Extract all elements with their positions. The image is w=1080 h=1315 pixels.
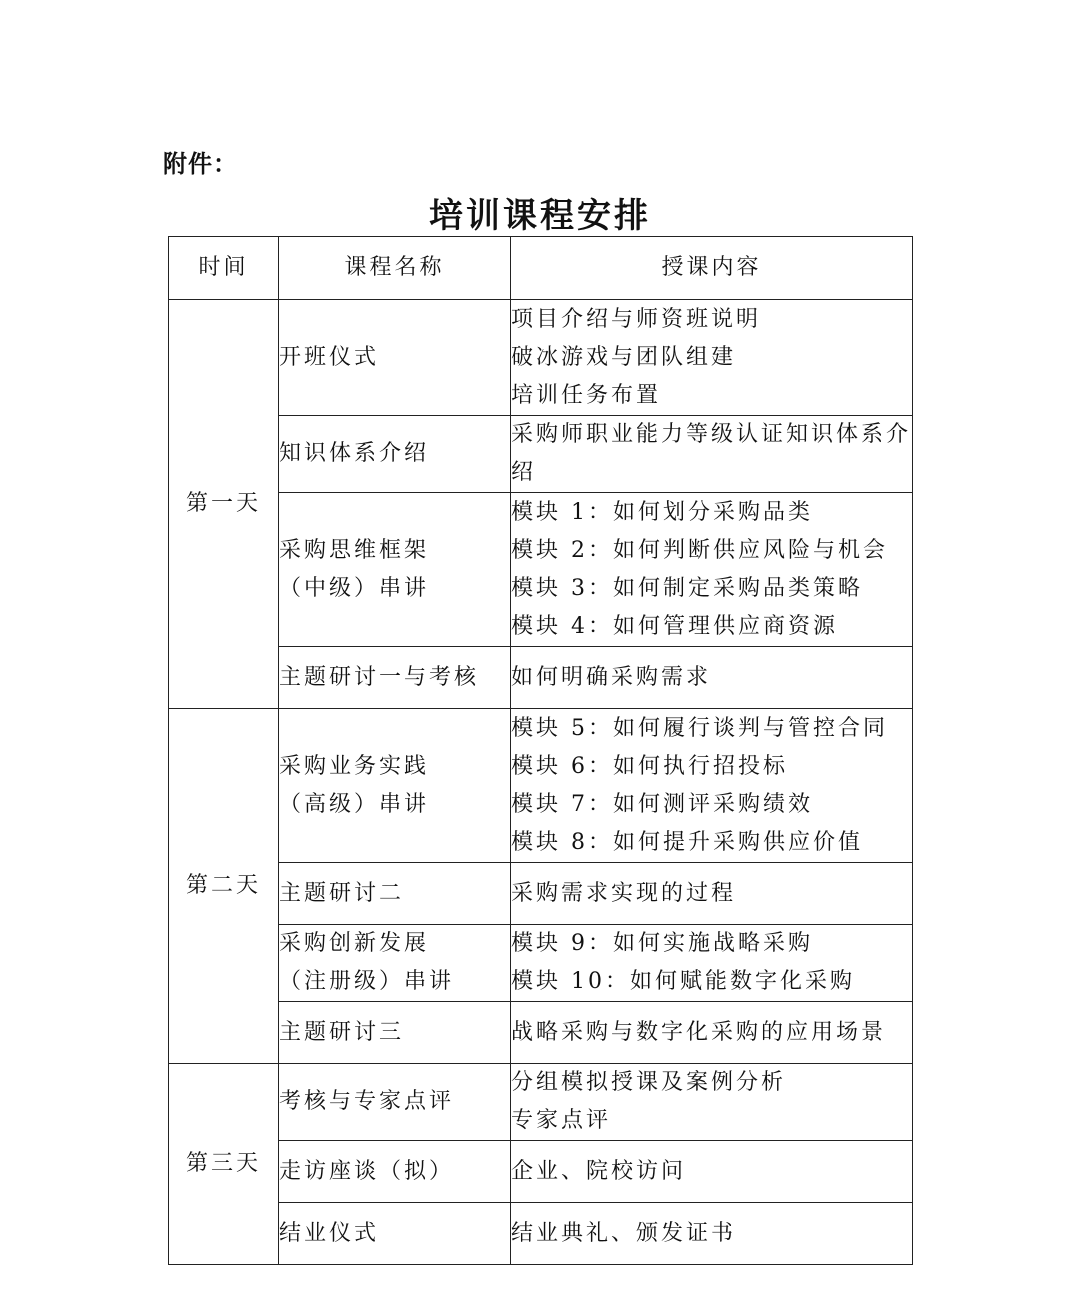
table-row (169, 709, 913, 863)
content-line: 模块 8：如何提升采购供应价值 (511, 829, 863, 855)
table-row (169, 647, 913, 709)
content-line: 分组模拟授课及案例分析 (511, 1070, 787, 1095)
course-name-line: 结业仪式 (279, 1220, 380, 1246)
table-row (169, 416, 913, 493)
content-line: 模块 3：如何制定采购品类策略 (511, 575, 863, 601)
header-content: 授课内容 (511, 237, 913, 300)
content-line: 破冰游戏与团队组建 (511, 344, 737, 370)
course-name-cell (279, 1002, 511, 1064)
content-line: 战略采购与数字化采购的应用场景 (511, 1019, 887, 1045)
content-line: 如何明确采购需求 (511, 664, 712, 690)
document-title: 培训课程安排 (429, 196, 651, 236)
content-line: 模块 5：如何履行谈判与管控合同 (511, 715, 888, 741)
course-content-cell (511, 1203, 913, 1265)
content-line: 模块 9：如何实施战略采购 (511, 931, 813, 956)
course-name-cell (279, 1141, 511, 1203)
course-name-cell (279, 300, 511, 416)
course-content-cell (511, 925, 913, 1002)
course-name-cell (279, 416, 511, 493)
schedule-table (168, 236, 913, 1265)
content-line: 培训任务布置 (511, 382, 662, 408)
course-content-cell (511, 300, 913, 416)
course-name-line: 采购思维框架 (279, 537, 430, 563)
course-name-line: （高级）串讲 (279, 791, 430, 817)
course-name-cell (279, 925, 511, 1002)
course-content-cell (511, 1002, 913, 1064)
course-content-cell (511, 1141, 913, 1203)
course-name-cell (279, 863, 511, 925)
table-row (169, 1203, 913, 1265)
content-line: 模块 10：如何赋能数字化采购 (511, 969, 855, 994)
content-line: 采购需求实现的过程 (511, 880, 737, 906)
header-time: 时间 (169, 237, 279, 300)
table-row (169, 493, 913, 647)
course-name-line: 采购业务实践 (279, 753, 430, 779)
course-content-cell (511, 647, 913, 709)
course-name-line: 采购创新发展 (279, 931, 430, 956)
course-name-line: （中级）串讲 (279, 575, 430, 601)
course-name-line: 开班仪式 (279, 344, 380, 370)
course-name-line: 知识体系介绍 (279, 441, 430, 466)
course-name-line: 主题研讨一与考核 (279, 664, 480, 690)
table-row (169, 1141, 913, 1203)
table-row (169, 863, 913, 925)
content-line: 模块 4：如何管理供应商资源 (511, 613, 838, 639)
attachment-label: 附件： (163, 150, 238, 178)
course-name-cell (279, 1064, 511, 1141)
course-name-line: 考核与专家点评 (279, 1089, 455, 1114)
course-content-cell (511, 1064, 913, 1141)
course-name-cell (279, 647, 511, 709)
course-name-line: 主题研讨二 (279, 880, 405, 906)
content-line: 模块 1：如何划分采购品类 (511, 499, 813, 525)
table-header-row (169, 237, 913, 300)
day-cell: 第三天 (169, 1064, 279, 1265)
content-line: 项目介绍与师资班说明 (511, 306, 762, 332)
course-name-cell (279, 1203, 511, 1265)
day-cell: 第一天 (169, 300, 279, 709)
course-content-cell (511, 863, 913, 925)
content-line: 专家点评 (511, 1108, 612, 1133)
course-content-cell (511, 709, 913, 863)
table-row (169, 1064, 913, 1141)
course-name-line: （注册级）串讲 (279, 969, 455, 994)
course-name-line: 走访座谈（拟） (279, 1158, 455, 1184)
content-line: 模块 7：如何测评采购绩效 (511, 791, 813, 817)
table-row (169, 925, 913, 1002)
content-line: 采购师职业能力等级认证知识体系介绍 (511, 422, 912, 485)
table-row (169, 300, 913, 416)
course-content-cell (511, 493, 913, 647)
course-name-cell (279, 493, 511, 647)
content-line: 结业典礼、颁发证书 (511, 1220, 737, 1246)
content-line: 模块 6：如何执行招投标 (511, 753, 788, 779)
day-cell: 第二天 (169, 709, 279, 1064)
content-line: 企业、院校访问 (511, 1158, 687, 1184)
table-row (169, 1002, 913, 1064)
header-course-name: 课程名称 (279, 237, 511, 300)
content-line: 模块 2：如何判断供应风险与机会 (511, 537, 888, 563)
course-name-line: 主题研讨三 (279, 1019, 405, 1045)
course-name-cell (279, 709, 511, 863)
course-content-cell (511, 416, 913, 493)
